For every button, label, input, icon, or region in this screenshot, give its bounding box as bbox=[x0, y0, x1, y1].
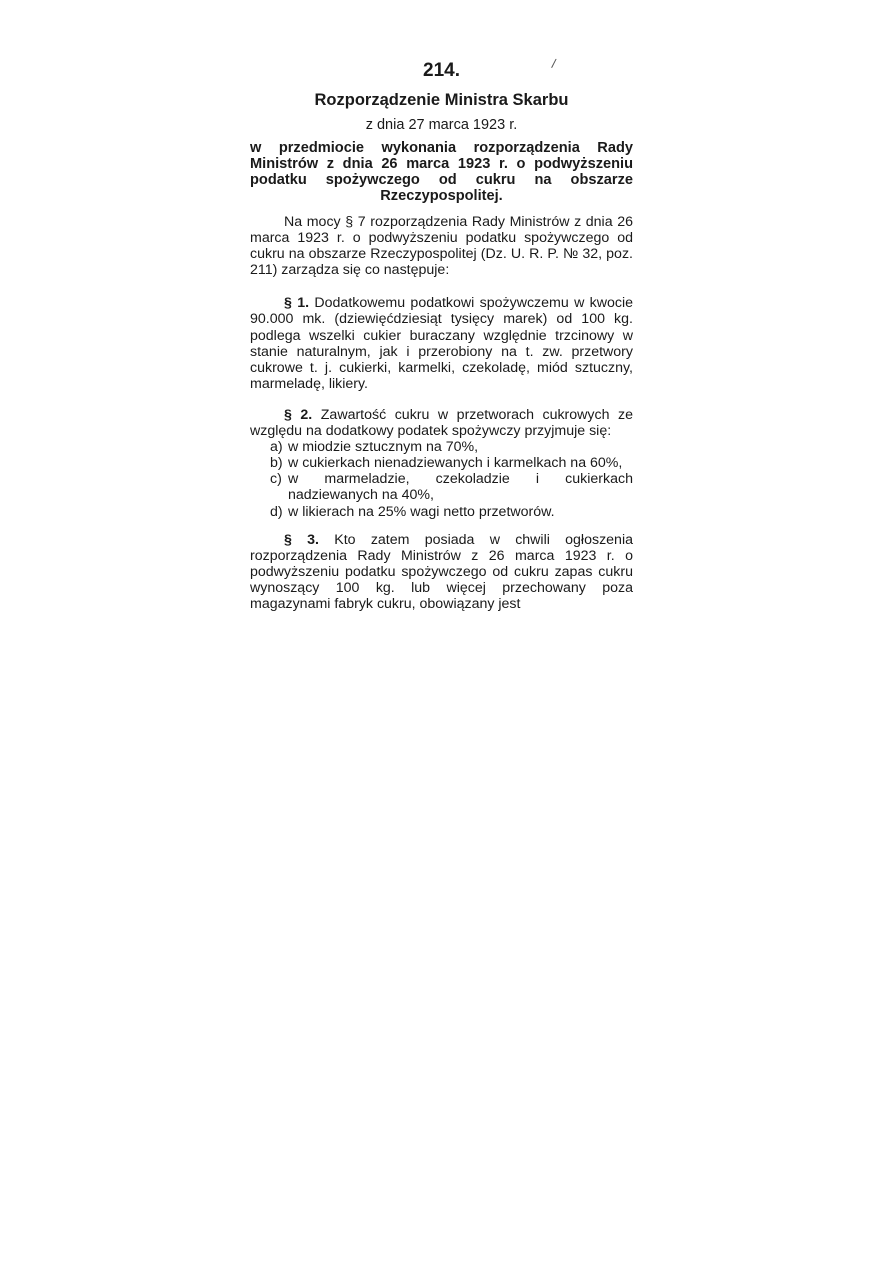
section-3 bbox=[250, 532, 633, 612]
section-text: Zawartość cukru w przetworach cukrowych ze względu na dodatkowy podatek spożywczy przyjmuje się: bbox=[250, 406, 633, 440]
document-date: z dnia 27 marca 1923 r. bbox=[365, 117, 518, 133]
list-item-letter: b) bbox=[270, 455, 283, 472]
list-item-letter: c) bbox=[270, 471, 282, 488]
intro-paragraph: Na mocy § 7 rozporządzenia Rady Ministrów z dnia 26 marca 1923 r. o podwyższeniu podatku spożywczego od cukru na obszarze Rzeczypospolitej (Dz. U. R. P. № 32, poz. 211) zarządza się co następuje: bbox=[250, 214, 633, 279]
section-mark: § 2. bbox=[284, 406, 313, 423]
section-2 bbox=[250, 407, 633, 439]
list-item-text: w miodzie sztucznym na 70%, bbox=[288, 439, 479, 456]
list-item bbox=[250, 504, 633, 520]
document-title: Rozporządzenie Ministra Skarbu bbox=[314, 91, 569, 109]
section-1 bbox=[250, 295, 633, 392]
list-item bbox=[250, 455, 633, 471]
corner-pen-mark: / bbox=[550, 55, 558, 72]
list-item-text: w marmeladzie, czekoladzie i cukierkach nadziewanych na 40%, bbox=[288, 471, 633, 504]
document-subject: w przedmiocie wykonania rozporządzenia Rady Ministrów z dnia 26 marca 1923 r. o podwyższeniu podatku spożywczego od cukru na obszarze Rzeczypospolitej. bbox=[250, 140, 633, 204]
section-2-list bbox=[250, 439, 633, 519]
document-page bbox=[250, 55, 634, 627]
list-item-letter: d) bbox=[270, 503, 283, 520]
list-item-text: w likierach na 25% wagi netto przetworów. bbox=[288, 503, 555, 520]
list-item-letter: a) bbox=[270, 439, 283, 456]
section-mark: § 1. bbox=[284, 295, 310, 312]
page-number: 214. bbox=[423, 60, 460, 81]
section-mark: § 3. bbox=[284, 531, 319, 548]
section-text: Dodatkowemu podatkowi spożywczemu w kwocie 90.000 mk. (dziewięćdziesiąt tysięcy marek) od 100 kg. podlega wszelki cukier buraczany względnie trzcinowy w stanie naturalnym, jak i przerobiony na t. zw. przetwory cukrowe t. j. cukierki, karmelki, czekoladę, miód sztuczny, marmeladę, likiery. bbox=[250, 295, 634, 392]
list-item bbox=[250, 439, 633, 455]
list-item-text: w cukierkach nienadziewanych i karmelkach na 60%, bbox=[288, 455, 623, 472]
list-item bbox=[250, 471, 633, 503]
section-text: Kto zatem posiada w chwili ogłoszenia rozporządzenia Rady Ministrów z 26 marca 1923 r. o podwyższeniu podatku spożywczego od cukru zapas cukru wynoszący 100 kg. lub więcej przechowany poza magazynami fabryk cukru, obowiązany jest bbox=[250, 531, 633, 612]
